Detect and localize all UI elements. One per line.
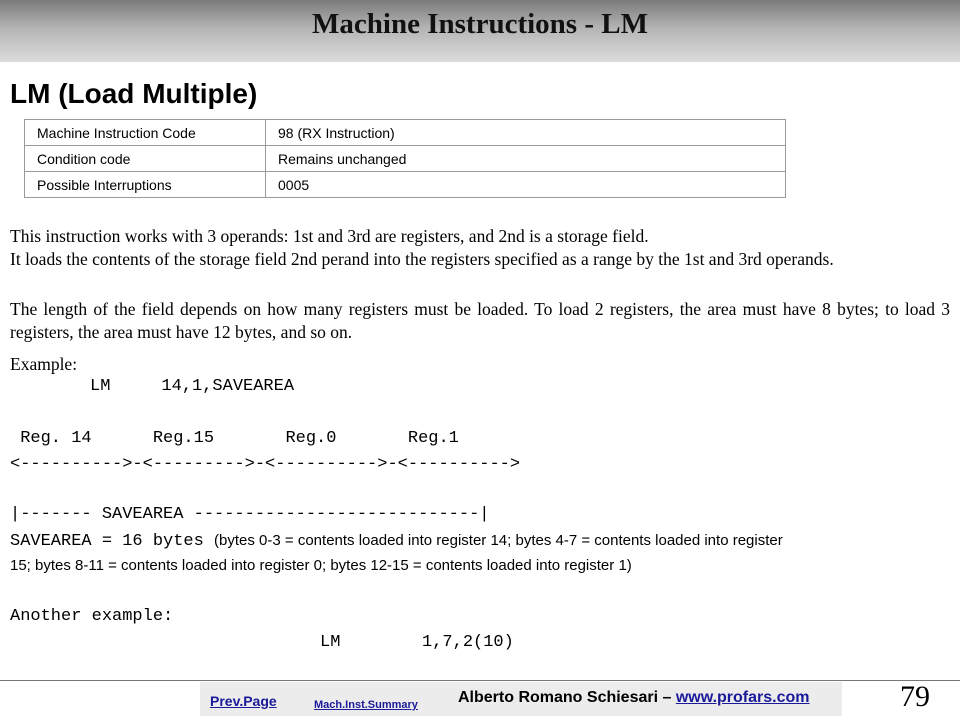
website-link[interactable]: www.profars.com bbox=[675, 689, 810, 706]
title-bar bbox=[0, 0, 960, 62]
page-number: 79 bbox=[900, 680, 930, 713]
another-example-label: Another example: bbox=[10, 607, 174, 626]
savearea-definition bbox=[10, 532, 783, 551]
body-paragraph-1: This instruction works with 3 operands: 1st and 3rd are registers, and 2nd is a storage field. bbox=[10, 226, 649, 246]
table-cell: 98 (RX Instruction) bbox=[266, 120, 786, 146]
register-arrows: <---------->-<--------->-<---------->-<----------> bbox=[10, 455, 521, 474]
body-paragraph-2: It loads the contents of the storage field 2nd perand into the registers specified as a range by the 1st and 3rd operands. bbox=[10, 249, 834, 269]
page-title: Machine Instructions - LM bbox=[312, 8, 648, 40]
instruction-heading: LM (Load Multiple) bbox=[10, 78, 258, 109]
savearea-bar: |------- SAVEAREA ----------------------------| bbox=[10, 505, 490, 524]
table-row bbox=[25, 146, 786, 172]
another-example-code: LM 1,7,2(10) bbox=[320, 633, 514, 652]
savearea-size: SAVEAREA = 16 bytes bbox=[10, 532, 204, 551]
author-credit bbox=[458, 689, 810, 707]
table-cell: Possible Interruptions bbox=[25, 172, 266, 198]
author-name: Alberto Romano Schiesari – bbox=[458, 689, 676, 706]
table-row bbox=[25, 172, 786, 198]
body-paragraph-3: The length of the field depends on how many registers must be loaded. To load 2 registers, the area must have 8 bytes; to load 3 registers, the area must have 12 bytes, and so on. bbox=[10, 299, 950, 342]
instruction-info-table bbox=[24, 119, 786, 198]
instruction-summary-link[interactable]: Mach.Inst.Summary bbox=[314, 699, 418, 711]
table-cell: Condition code bbox=[25, 146, 266, 172]
prev-page-link[interactable]: Prev.Page bbox=[210, 693, 277, 709]
table-cell: Machine Instruction Code bbox=[25, 120, 266, 146]
savearea-note-line1: (bytes 0-3 = contents loaded into register 14; bytes 4-7 = contents loaded into register bbox=[214, 532, 783, 549]
savearea-note-line2: 15; bytes 8-11 = contents loaded into register 0; bytes 12-15 = contents loaded into register 1) bbox=[10, 557, 632, 574]
table-cell: Remains unchanged bbox=[266, 146, 786, 172]
example-label: Example: bbox=[10, 354, 78, 374]
example-code: LM 14,1,SAVEAREA bbox=[90, 377, 295, 396]
register-labels: Reg. 14 Reg.15 Reg.0 Reg.1 bbox=[10, 429, 459, 448]
table-cell: 0005 bbox=[266, 172, 786, 198]
table-row bbox=[25, 120, 786, 146]
footer-divider bbox=[0, 680, 960, 681]
